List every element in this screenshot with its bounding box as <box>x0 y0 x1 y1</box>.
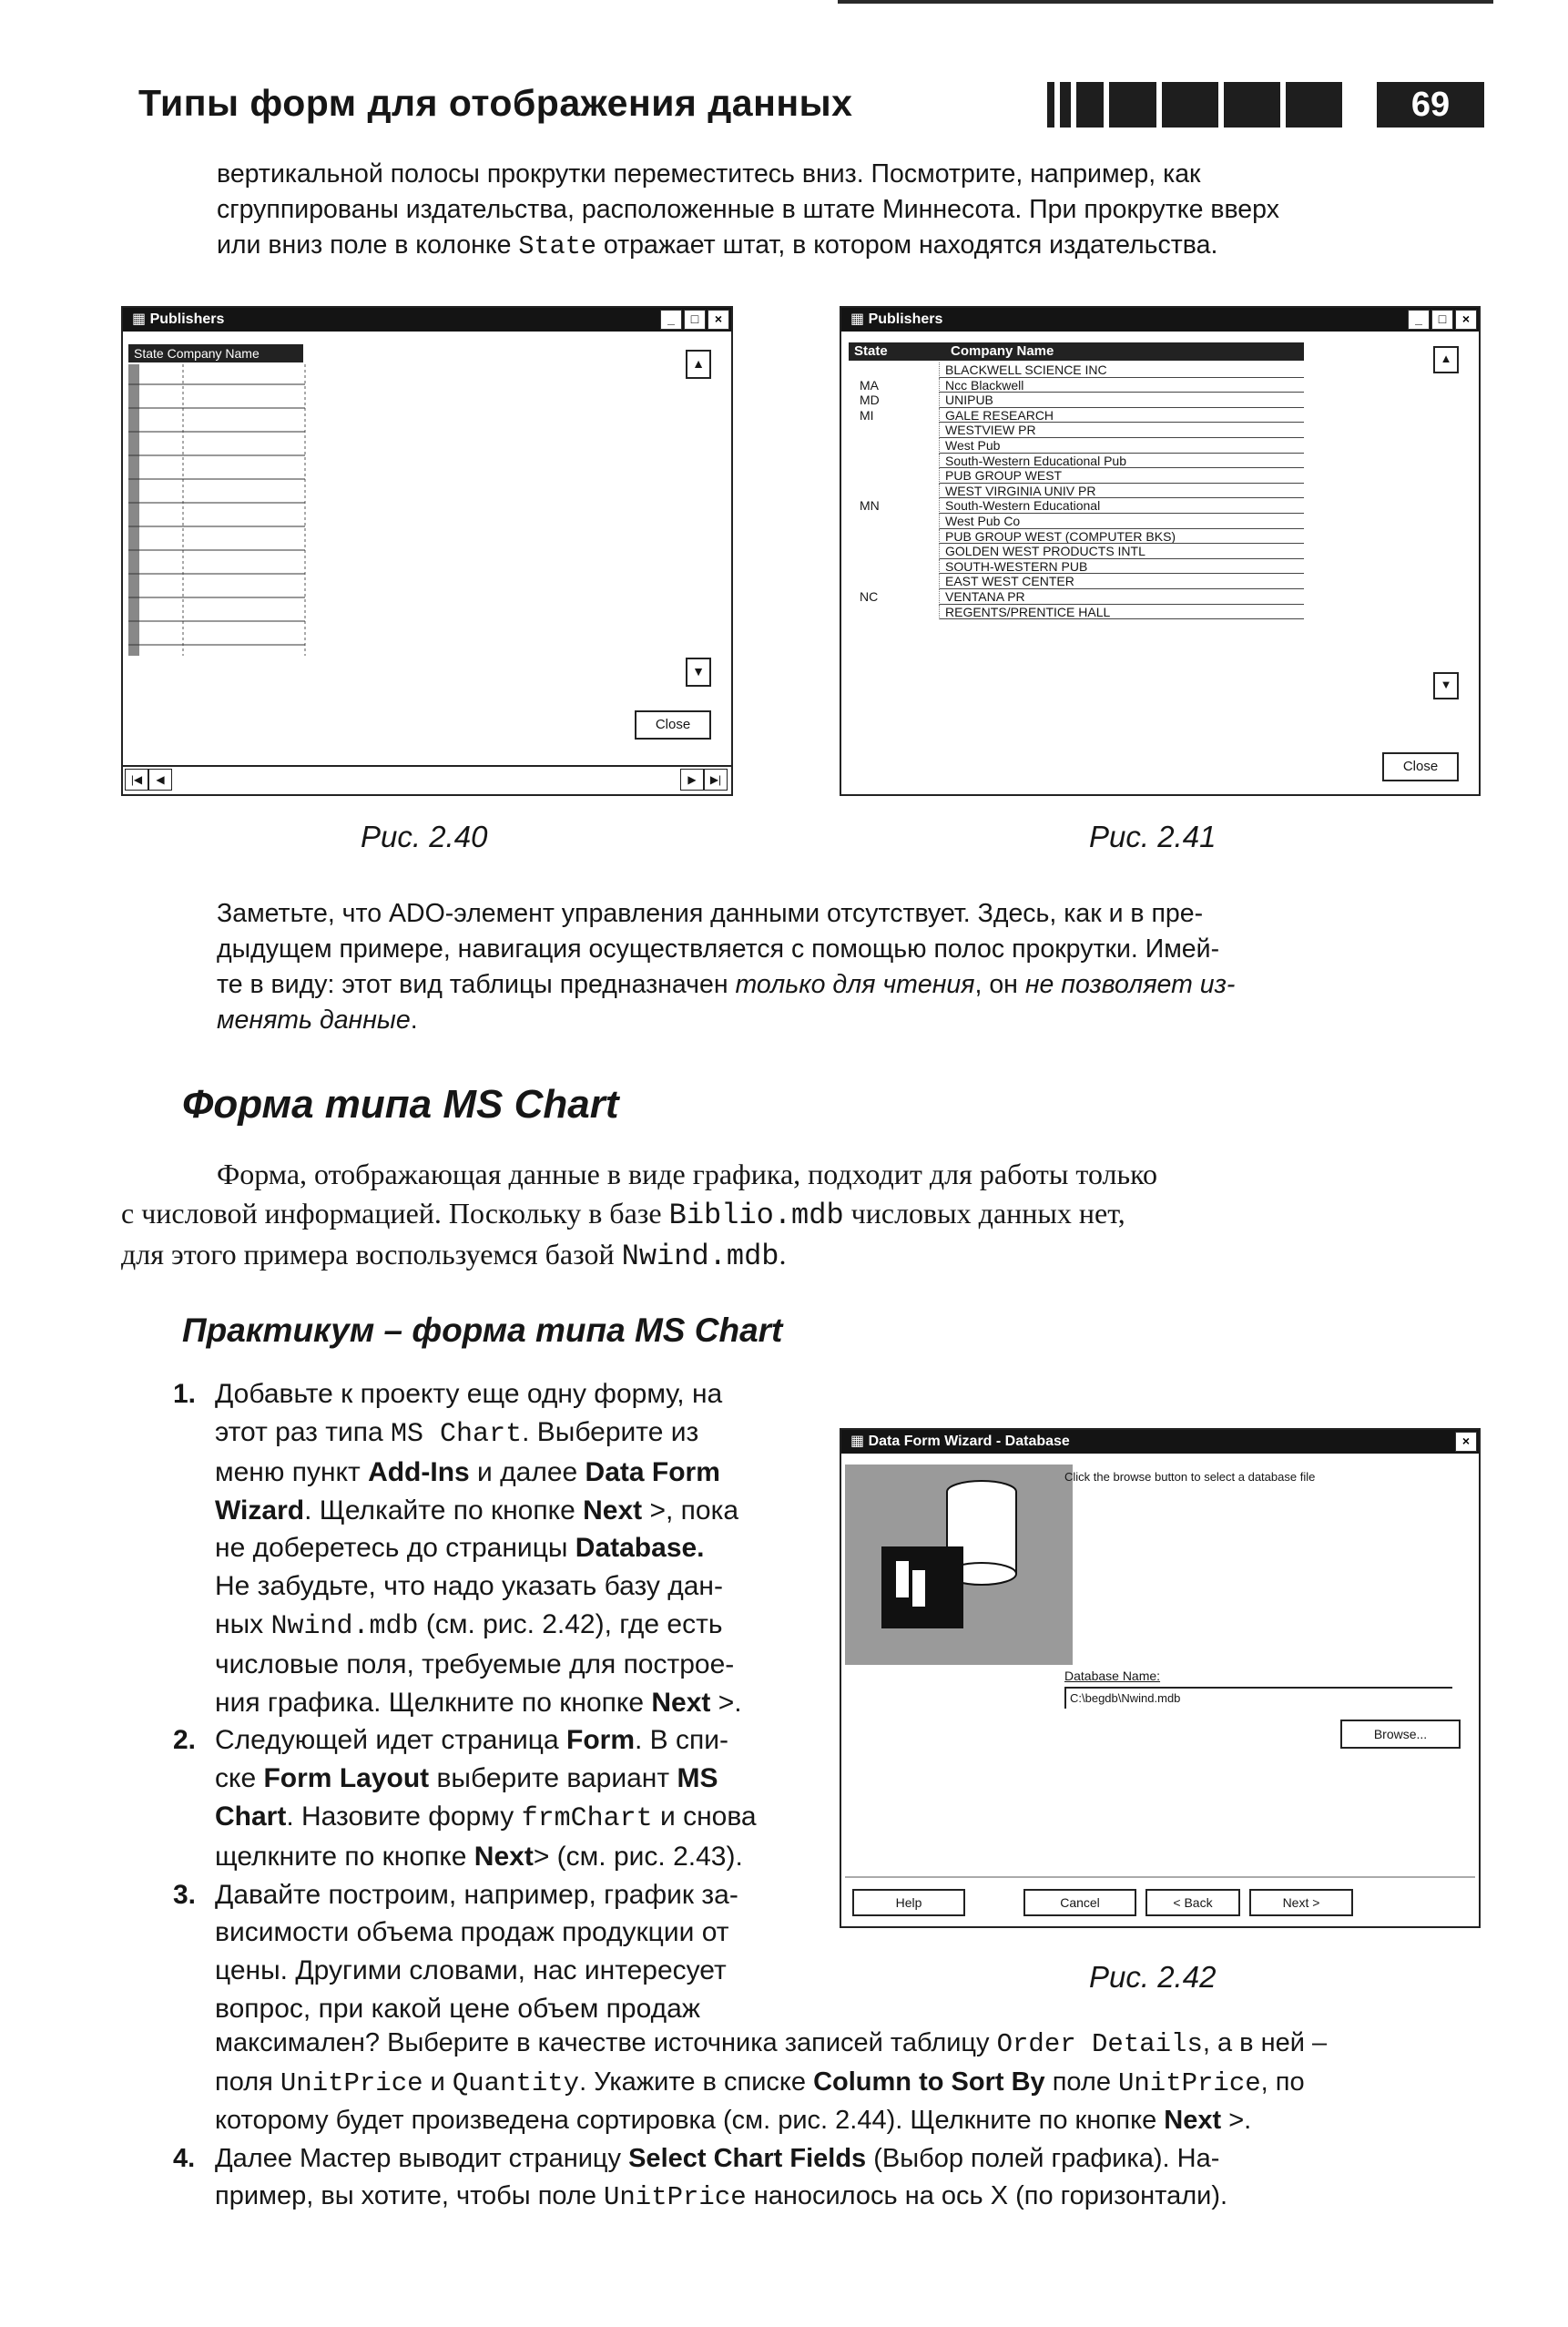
company-name-cell: WESTVIEW PR <box>940 423 1304 438</box>
text-line <box>217 228 1510 264</box>
text-line: Заметьте, что ADO-элемент управления данными отсутствует. Здесь, как и в пре- <box>217 899 1204 928</box>
form-icon-field <box>896 1561 909 1597</box>
table-row[interactable] <box>849 468 1304 484</box>
close-icon[interactable]: × <box>1455 1432 1477 1452</box>
dialog-separator <box>845 1876 1475 1878</box>
state-cell <box>849 605 940 620</box>
text-run: максимален? Выберите в качестве источника записей таблицу <box>215 2028 997 2057</box>
section-paragraph <box>121 1155 1487 1276</box>
text-run: или вниз поле в колонке <box>217 230 519 260</box>
state-cell: NC <box>849 589 940 605</box>
wizard-illustration <box>845 1465 1073 1665</box>
table-row[interactable] <box>849 393 1304 408</box>
text-run: поле <box>1044 2067 1118 2097</box>
text-run: > (см. рис. 2.43). <box>533 1842 743 1873</box>
column-header-company: Company Name <box>167 346 260 361</box>
table-row[interactable] <box>849 498 1304 514</box>
text-line <box>217 967 1510 1003</box>
publishers-grid <box>849 362 1304 619</box>
text-run: и снова <box>652 1801 757 1832</box>
code-run: MS Chart <box>391 1418 523 1450</box>
text-line <box>215 2064 1508 2103</box>
window-controls <box>660 310 729 330</box>
company-name-cell: South-Western Educational Pub <box>940 454 1304 469</box>
close-button[interactable]: Close <box>635 710 711 740</box>
text-run: щелкните по кнопке <box>215 1842 474 1873</box>
window-title: Publishers <box>149 311 225 327</box>
text-line <box>215 1606 829 1647</box>
window-app-icon: ▦ <box>850 1434 869 1449</box>
column-header-company: Company Name <box>951 343 1054 359</box>
italic-run: не позволяет из- <box>1024 970 1236 999</box>
text-line <box>215 1529 829 1567</box>
table-row[interactable] <box>849 544 1304 559</box>
bold-run: Select Chart Fields <box>628 2143 867 2173</box>
table-row[interactable] <box>849 378 1304 393</box>
text-line: сгруппированы издательства, расположенные в штате Миннесота. При прокрутке вверх <box>217 195 1279 224</box>
italic-run: только для чтения <box>735 970 975 999</box>
company-name-cell: BLACKWELL SCIENCE INC <box>940 362 1304 378</box>
company-name-cell: West Pub <box>940 438 1304 454</box>
window-titlebar <box>123 308 731 332</box>
table-row[interactable] <box>849 423 1304 438</box>
text-run: (см. рис. 2.42), где есть <box>418 1608 723 1639</box>
text-line: Добавьте к проекту еще одну форму, на <box>215 1379 723 1409</box>
bold-run: Chart <box>215 1801 287 1832</box>
scroll-down-icon[interactable]: ▼ <box>686 658 711 687</box>
text-run: поля <box>215 2067 280 2097</box>
maximize-icon[interactable]: □ <box>684 310 706 330</box>
maximize-icon[interactable]: □ <box>1431 310 1453 330</box>
text-line: цены. Другими словами, нас интересует <box>215 1954 727 1985</box>
step-number: 2. <box>173 1725 197 1756</box>
company-name-cell: GALE RESEARCH <box>940 408 1304 424</box>
state-cell <box>849 529 940 545</box>
company-name-cell: UNIPUB <box>940 393 1304 408</box>
text-run: для этого примера воспользуемся базой <box>121 1238 622 1271</box>
text-line: числовые поля, требуемые для построе- <box>215 1649 735 1680</box>
next-record-icon[interactable]: ▶ <box>680 769 704 791</box>
text-line: вертикальной полосы прокрутки переместитесь вниз. Посмотрите, например, как <box>217 159 1201 189</box>
browse-button[interactable]: Browse... <box>1340 1720 1461 1749</box>
list-item <box>173 1375 829 1721</box>
scroll-up-icon[interactable]: ▲ <box>1433 346 1459 373</box>
bold-run: Next <box>1164 2106 1222 2136</box>
text-line: дыдущем примере, навигация осуществляется с помощью полос прокрутки. Имей- <box>217 934 1220 964</box>
section-heading: Форма типа MS Chart <box>182 1082 619 1127</box>
window-app-icon: ▦ <box>850 311 869 327</box>
text-run: ния графика. Щелкните по кнопке <box>215 1687 652 1718</box>
first-record-icon[interactable]: |◀ <box>125 769 148 791</box>
company-name-cell: West Pub Co <box>940 514 1304 529</box>
window-controls <box>1455 1432 1477 1452</box>
header-bar-stripe <box>1286 82 1342 128</box>
company-name-cell: VENTANA PR <box>940 589 1304 605</box>
running-header-title: Типы форм для отображения данных <box>138 82 853 124</box>
state-cell: MD <box>849 393 940 408</box>
scroll-down-icon[interactable]: ▼ <box>1433 672 1459 699</box>
text-run: отражает штат, в котором находятся издательства. <box>596 230 1218 260</box>
text-line: вопрос, при какой цене объем продаж <box>215 1993 700 2024</box>
scroll-up-icon[interactable]: ▲ <box>686 350 711 379</box>
previous-record-icon[interactable]: ◀ <box>148 769 172 791</box>
column-header-state: State <box>854 343 888 359</box>
text-run: ске <box>215 1762 264 1793</box>
header-bar-stripe <box>1076 82 1104 128</box>
company-name-cell: REGENTS/PRENTICE HALL <box>940 605 1304 620</box>
state-cell <box>849 544 940 559</box>
code-run: frmChart <box>521 1802 653 1834</box>
minimize-icon[interactable]: _ <box>660 310 682 330</box>
window-title: Data Form Wizard - Database <box>868 1434 1070 1449</box>
bold-run: Add-Ins <box>368 1457 470 1488</box>
text-run: >. <box>710 1687 742 1718</box>
grid-header <box>128 344 303 362</box>
table-row[interactable] <box>849 408 1304 424</box>
database-illustration-icon <box>845 1465 1073 1665</box>
table-row[interactable] <box>849 589 1304 605</box>
text-line <box>215 1798 829 1839</box>
text-line <box>215 2025 1508 2064</box>
text-run: Далее Мастер выводит страницу <box>215 2143 629 2173</box>
window-controls <box>1408 310 1477 330</box>
bold-run: Database. <box>575 1533 705 1564</box>
note-paragraph <box>217 896 1510 1038</box>
text-run: . Выберите из <box>522 1416 699 1447</box>
window-titlebar <box>841 308 1479 332</box>
text-run: Следующей идет страница <box>215 1725 566 1756</box>
state-cell <box>849 454 940 469</box>
state-cell <box>849 484 940 499</box>
bold-run: Form Layout <box>263 1762 430 1793</box>
text-run: наносилось на ось X (по горизонтали). <box>746 2181 1228 2211</box>
company-name-cell: GOLDEN WEST PRODUCTS INTL <box>940 544 1304 559</box>
empty-grid-rows <box>128 364 307 656</box>
code-run: Order Details <box>996 2029 1203 2059</box>
step-number: 4. <box>173 2143 196 2173</box>
italic-run: менять данные <box>217 1005 411 1035</box>
table-row[interactable] <box>849 559 1304 575</box>
bold-run: Column to Sort By <box>813 2067 1045 2097</box>
code-run: UnitPrice <box>604 2182 747 2213</box>
list-item <box>173 1876 829 2027</box>
company-name-cell: PUB GROUP WEST (COMPUTER BKS) <box>940 529 1304 545</box>
code-run: Nwind.mdb <box>270 1610 419 1642</box>
header-bar-stripe <box>1109 82 1156 128</box>
company-name-cell: WEST VIRGINIA UNIV PR <box>940 484 1304 499</box>
top-rule <box>838 0 1493 4</box>
table-row[interactable] <box>849 529 1304 545</box>
text-run: и <box>423 2067 453 2097</box>
bold-run: Data Form <box>585 1457 720 1488</box>
header-bar-stripe <box>1224 82 1280 128</box>
text-run: . <box>779 1238 787 1271</box>
state-cell: MI <box>849 408 940 424</box>
table-row[interactable] <box>849 454 1304 469</box>
text-run: выберите вариант <box>429 1762 677 1793</box>
text-run: , а в ней – <box>1202 2028 1328 2057</box>
header-bar-stripe <box>1162 82 1218 128</box>
text-line <box>215 1454 829 1492</box>
grid-header <box>849 342 1304 361</box>
bold-run: Next <box>473 1842 534 1873</box>
header-bar-stripe <box>1060 82 1071 128</box>
text-line <box>215 1684 829 1722</box>
column-header-state: State <box>134 346 164 361</box>
page-number: 69 <box>1377 82 1484 128</box>
code-run: UnitPrice <box>280 2067 423 2098</box>
database-name-label: Database Name: <box>1064 1669 1161 1683</box>
table-row[interactable] <box>849 605 1304 620</box>
text-line <box>215 2102 1508 2140</box>
state-cell: MN <box>849 498 940 514</box>
fig-2-40-caption: Рис. 2.40 <box>361 820 488 853</box>
text-line <box>215 1414 829 1454</box>
text-line <box>121 1194 1487 1235</box>
text-run: этот раз типа <box>215 1416 392 1447</box>
bold-run: Next <box>651 1687 711 1718</box>
text-line: Давайте построим, например, график за- <box>215 1879 738 1910</box>
company-name-cell: PUB GROUP WEST <box>940 468 1304 484</box>
next-button[interactable]: Next > <box>1249 1889 1353 1916</box>
company-name-cell: Ncc Blackwell <box>940 378 1304 393</box>
header-bar-stripe <box>1047 82 1054 128</box>
fig-2-42-caption: Рис. 2.42 <box>1089 1960 1217 1994</box>
table-row[interactable] <box>849 438 1304 454</box>
text-run: . Щелкайте по кнопке <box>304 1495 584 1526</box>
text-line: Не забудьте, что надо указать базу дан- <box>215 1570 723 1601</box>
table-row[interactable] <box>849 484 1304 499</box>
text-run: не доберетесь до страницы <box>215 1533 575 1564</box>
fig-2-41-caption: Рис. 2.41 <box>1089 820 1217 853</box>
close-icon[interactable]: × <box>708 310 729 330</box>
code-run: State <box>518 231 596 261</box>
text-line: висимости объема продаж продукции от <box>215 1917 729 1948</box>
text-run: (Выбор полей графика). На- <box>866 2143 1220 2173</box>
window-app-icon: ▦ <box>132 311 150 327</box>
table-row[interactable] <box>849 362 1304 378</box>
company-name-cell: South-Western Educational <box>940 498 1304 514</box>
text-line <box>215 1721 829 1760</box>
state-cell <box>849 438 940 454</box>
step-number: 1. <box>173 1379 197 1409</box>
text-line <box>215 2178 1508 2217</box>
bold-run: Wizard <box>215 1495 305 1526</box>
text-run: , по <box>1260 2067 1305 2097</box>
state-cell <box>849 468 940 484</box>
text-run: те в виду: этот вид таблицы предназначен <box>217 970 736 999</box>
state-cell <box>849 559 940 575</box>
text-line <box>215 1492 829 1530</box>
text-run: . Укажите в списке <box>579 2067 814 2097</box>
state-cell: MA <box>849 378 940 393</box>
company-name-cell: SOUTH-WESTERN PUB <box>940 559 1304 575</box>
list-item <box>173 1721 829 1875</box>
text-run: ных <box>215 1608 271 1639</box>
navigation-bar <box>123 765 731 794</box>
state-cell <box>849 574 940 589</box>
fig-2-41-publishers-window <box>840 306 1481 796</box>
code-run: Nwind.mdb <box>621 1240 779 1273</box>
form-icon-field <box>912 1570 925 1607</box>
state-cell <box>849 514 940 529</box>
window-titlebar <box>841 1430 1479 1454</box>
text-run: . В спи- <box>635 1725 729 1756</box>
text-line <box>217 1003 1510 1038</box>
code-run: UnitPrice <box>1118 2067 1261 2098</box>
code-run: Quantity <box>452 2067 580 2098</box>
close-button[interactable]: Close <box>1382 752 1459 781</box>
code-run: Biblio.mdb <box>668 1199 844 1232</box>
state-cell <box>849 423 940 438</box>
intro-paragraph <box>217 157 1510 264</box>
text-run: и далее <box>469 1457 585 1488</box>
help-button[interactable]: Help <box>852 1889 965 1916</box>
text-run: . Назовите форму <box>286 1801 522 1832</box>
table-row[interactable] <box>849 514 1304 529</box>
fig-2-42-data-form-wizard-window <box>840 1428 1481 1928</box>
bold-run: Next <box>583 1495 643 1526</box>
text-line <box>121 1235 1487 1276</box>
cancel-button[interactable]: Cancel <box>1023 1889 1136 1916</box>
bold-run: Form <box>566 1725 635 1756</box>
text-run: >, пока <box>642 1495 739 1526</box>
bold-run: MS <box>677 1762 718 1793</box>
text-line: Форма, отображающая данные в виде графика, подходит для работы только <box>217 1158 1158 1190</box>
text-line <box>215 1760 829 1798</box>
text-run: меню пункт <box>215 1457 369 1488</box>
step-number: 3. <box>173 1879 197 1910</box>
text-line <box>215 2140 1508 2179</box>
company-name-cell: EAST WEST CENTER <box>940 574 1304 589</box>
text-run: пример, вы хотите, чтобы поле <box>215 2181 604 2211</box>
list-item <box>173 2140 1508 2217</box>
database-name-input[interactable]: C:\begdb\Nwind.mdb <box>1064 1687 1452 1709</box>
back-button[interactable]: < Back <box>1145 1889 1240 1916</box>
minimize-icon[interactable]: _ <box>1408 310 1430 330</box>
wizard-hint: Click the browse button to select a database file <box>1064 1470 1316 1484</box>
last-record-icon[interactable]: ▶| <box>704 769 728 791</box>
text-run: , он <box>974 970 1025 999</box>
text-run: >. <box>1221 2106 1252 2136</box>
running-header-bar <box>1047 82 1484 128</box>
window-title: Publishers <box>868 311 943 327</box>
text-run: которому будет произведена сортировка (см. рис. 2.44). Щелкните по кнопке <box>215 2106 1165 2136</box>
table-row[interactable] <box>849 574 1304 589</box>
text-run: с числовой информацией. Поскольку в базе <box>121 1197 669 1230</box>
text-run: . <box>410 1005 418 1035</box>
practicum-heading: Практикум – форма типа MS Chart <box>182 1311 783 1349</box>
state-cell <box>849 362 940 378</box>
close-icon[interactable]: × <box>1455 310 1477 330</box>
steps-narrow-column <box>173 1375 829 2027</box>
text-line <box>215 1838 829 1876</box>
steps-wide-column <box>173 2025 1508 2217</box>
text-run: числовых данных нет, <box>843 1197 1125 1230</box>
fig-2-40-publishers-window <box>121 306 733 796</box>
